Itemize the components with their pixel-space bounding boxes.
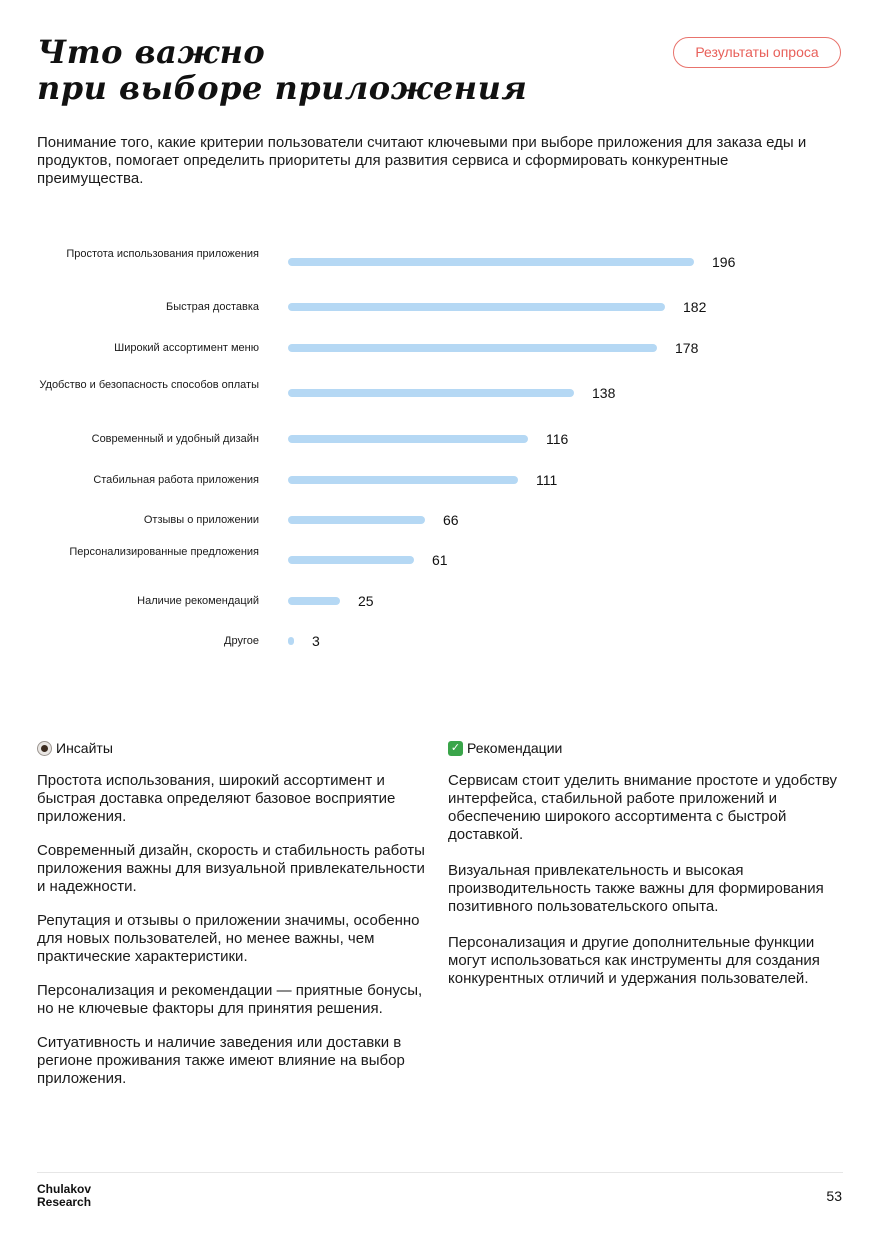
page-title <box>37 34 527 106</box>
chart-category-label: Другое <box>224 634 259 647</box>
intro-paragraph: Понимание того, какие критерии пользователи считают ключевыми при выборе приложения для заказа еды и продуктов, помогает определить приоритеты для развития сервиса и сформировать конкурентные преимущества. <box>37 134 807 187</box>
insight-paragraph: Персонализация и рекомендации — приятные бонусы, но не ключевые факторы для принятия решения. <box>37 982 423 1017</box>
insight-paragraph: Ситуативность и наличие заведения или доставки в регионе проживания также имеют влияние на выбор приложения. <box>37 1034 405 1087</box>
chart-category-label: Стабильная работа приложения <box>93 473 259 486</box>
recommendations-heading-label: Рекомендации <box>467 740 563 756</box>
survey-results-badge[interactable]: Результаты опроса <box>673 37 841 68</box>
chart-value-label: 61 <box>432 552 448 568</box>
chart-value-label: 3 <box>312 633 320 649</box>
logo-line-1: Chulakov <box>37 1182 92 1196</box>
chart-value-label: 178 <box>675 340 699 356</box>
chart-category-label: Отзывы о приложении <box>143 513 259 526</box>
chart-bar <box>288 344 657 352</box>
chart-bar <box>288 476 518 484</box>
logo <box>37 1183 91 1209</box>
insight-paragraph: Современный дизайн, скорость и стабильность работы приложения важны для визуальной привлекательности и надежности. <box>37 842 425 895</box>
eye-icon <box>37 741 52 756</box>
chart-category-label: Современный и удобный дизайн <box>91 432 259 445</box>
chart-bar <box>288 597 340 605</box>
recommendation-paragraph: Визуальная привлекательность и высокая производительность также важны для формирования позитивного пользовательского опыта. <box>448 862 824 915</box>
chart-bar <box>288 258 694 266</box>
chart-value-label: 25 <box>358 593 374 609</box>
chart-category-label: Наличие рекомендаций <box>137 594 259 607</box>
recommendation-paragraph: Сервисам стоит уделить внимание простоте и удобству интерфейса, стабильной работе приложений и обеспечению широкого ассортимента с быстрой доставкой. <box>448 772 837 843</box>
chart-category-label: Простота использования приложения <box>66 248 259 260</box>
recommendations-heading <box>448 738 838 758</box>
insight-paragraph: Репутация и отзывы о приложении значимы, особенно для новых пользователей, но менее важны, чем практические характеристики. <box>37 912 420 965</box>
chart-value-label: 111 <box>536 472 558 488</box>
chart-bar <box>288 389 574 397</box>
recommendations-column <box>448 738 838 1006</box>
chart-category-label: Удобство и безопасность способов оплаты <box>39 379 259 391</box>
check-icon: ✓ <box>448 741 463 756</box>
logo-line-2: Research <box>37 1195 92 1209</box>
chart-value-label: 138 <box>592 385 616 401</box>
chart-category-label: Персонализированные предложения <box>69 546 259 558</box>
chart-bar <box>288 637 294 645</box>
chart-category-label: Быстрая доставка <box>166 300 259 313</box>
chart-category-label: Широкий ассортимент меню <box>114 341 259 354</box>
insights-heading-label: Инсайты <box>56 740 113 756</box>
chart-value-label: 182 <box>683 299 707 315</box>
insights-heading <box>37 738 427 758</box>
footer-divider <box>37 1172 843 1173</box>
chart-bar <box>288 516 425 524</box>
chart-value-label: 196 <box>712 254 736 270</box>
chart-value-label: 66 <box>443 512 459 528</box>
chart-value-label: 116 <box>546 431 569 447</box>
insights-column <box>37 738 427 1104</box>
bar-chart <box>0 230 880 670</box>
page-title-line-1: Что важно <box>37 33 266 71</box>
chart-bar <box>288 303 665 311</box>
chart-bar <box>288 435 528 443</box>
page-number: 53 <box>826 1188 842 1204</box>
page-title-line-2: при выборе приложения <box>37 69 528 107</box>
chart-bar <box>288 556 414 564</box>
insight-paragraph: Простота использования, широкий ассортимент и быстрая доставка определяют базовое восприятие приложения. <box>37 772 396 825</box>
recommendation-paragraph: Персонализация и другие дополнительные функции могут использоваться как инструменты для создания конкурентных отличий и удержания пользователей. <box>448 934 820 987</box>
